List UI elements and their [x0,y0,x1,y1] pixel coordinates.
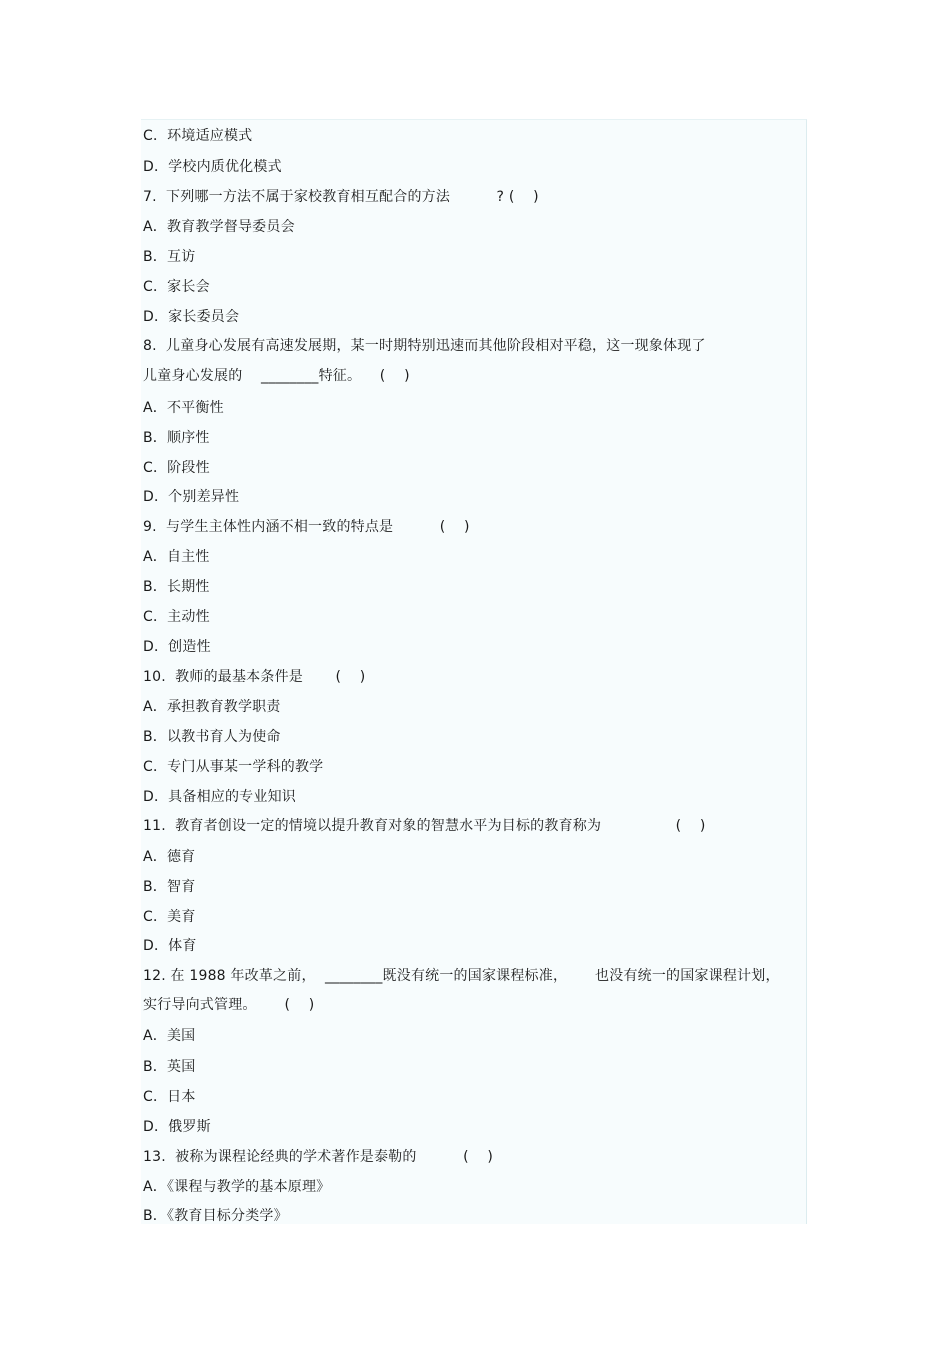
option-b-line: B．《教育目标分类学》 [143,1208,288,1224]
option-d-line: D．体育 [143,938,197,954]
option-a-line: A．《课程与教学的基本原理》 [143,1179,331,1195]
option-d-line: D．创造性 [143,639,211,655]
option-b-line: B．互访 [143,249,196,265]
option-a-line: A．不平衡性 [143,400,224,416]
question-12: 12. 在 1988 年改革之前， ________既没有统一的国家课程标准， 也没有统一的国家课程计划， [143,968,780,984]
question-7: 7. 下列哪一方法不属于家校教育相互配合的方法 ? ( ) [143,189,539,205]
question-13: 13. 被称为课程论经典的学术著作是泰勒的 ( ) [143,1149,493,1165]
option-a-line: A．教育教学督导委员会 [143,219,295,235]
option-d-line: D．个别差异性 [143,489,240,505]
option-c-line: C．美育 [143,909,196,925]
option-b-line: B．顺序性 [143,430,210,446]
option-a-line: A．承担教育教学职责 [143,699,281,715]
option-b-line: B．智育 [143,879,196,895]
question-12-continued: 实行导向式管理。 ( ) [143,997,315,1013]
option-d-line: D．具备相应的专业知识 [143,789,296,805]
option-b-line: B．英国 [143,1059,196,1075]
option-c-line: C．家长会 [143,279,210,295]
option-d-line: D．俄罗斯 [143,1119,211,1135]
question-9: 9. 与学生主体性内涵不相一致的特点是 ( ) [143,519,470,535]
option-c-line: C．专门从事某一学科的教学 [143,759,324,775]
option-b-line: B．以教书育人为使命 [143,729,281,745]
option-c-line: C．环境适应模式 [143,128,253,144]
option-c-line: C．阶段性 [143,460,210,476]
question-11: 11. 教育者创设一定的情境以提升教育对象的智慧水平为目标的教育称为 ( ) [143,818,706,834]
option-c-line: C．主动性 [143,609,210,625]
option-a-line: A．美国 [143,1028,196,1044]
option-b-line: B．长期性 [143,579,210,595]
question-10: 10. 教师的最基本条件是 ( ) [143,669,366,685]
option-c-line: C．日本 [143,1089,196,1105]
question-8-continued: 儿童身心发展的 ________特征。 ( ) [143,368,410,384]
question-8: 8. 儿童身心发展有高速发展期，某一时期特别迅速而其他阶段相对平稳，这一现象体现了 [143,338,706,354]
option-a-line: A．自主性 [143,549,210,565]
option-d-line: D．学校内质优化模式 [143,159,282,175]
option-d-line: D．家长委员会 [143,309,240,325]
option-a-line: A．德育 [143,849,196,865]
